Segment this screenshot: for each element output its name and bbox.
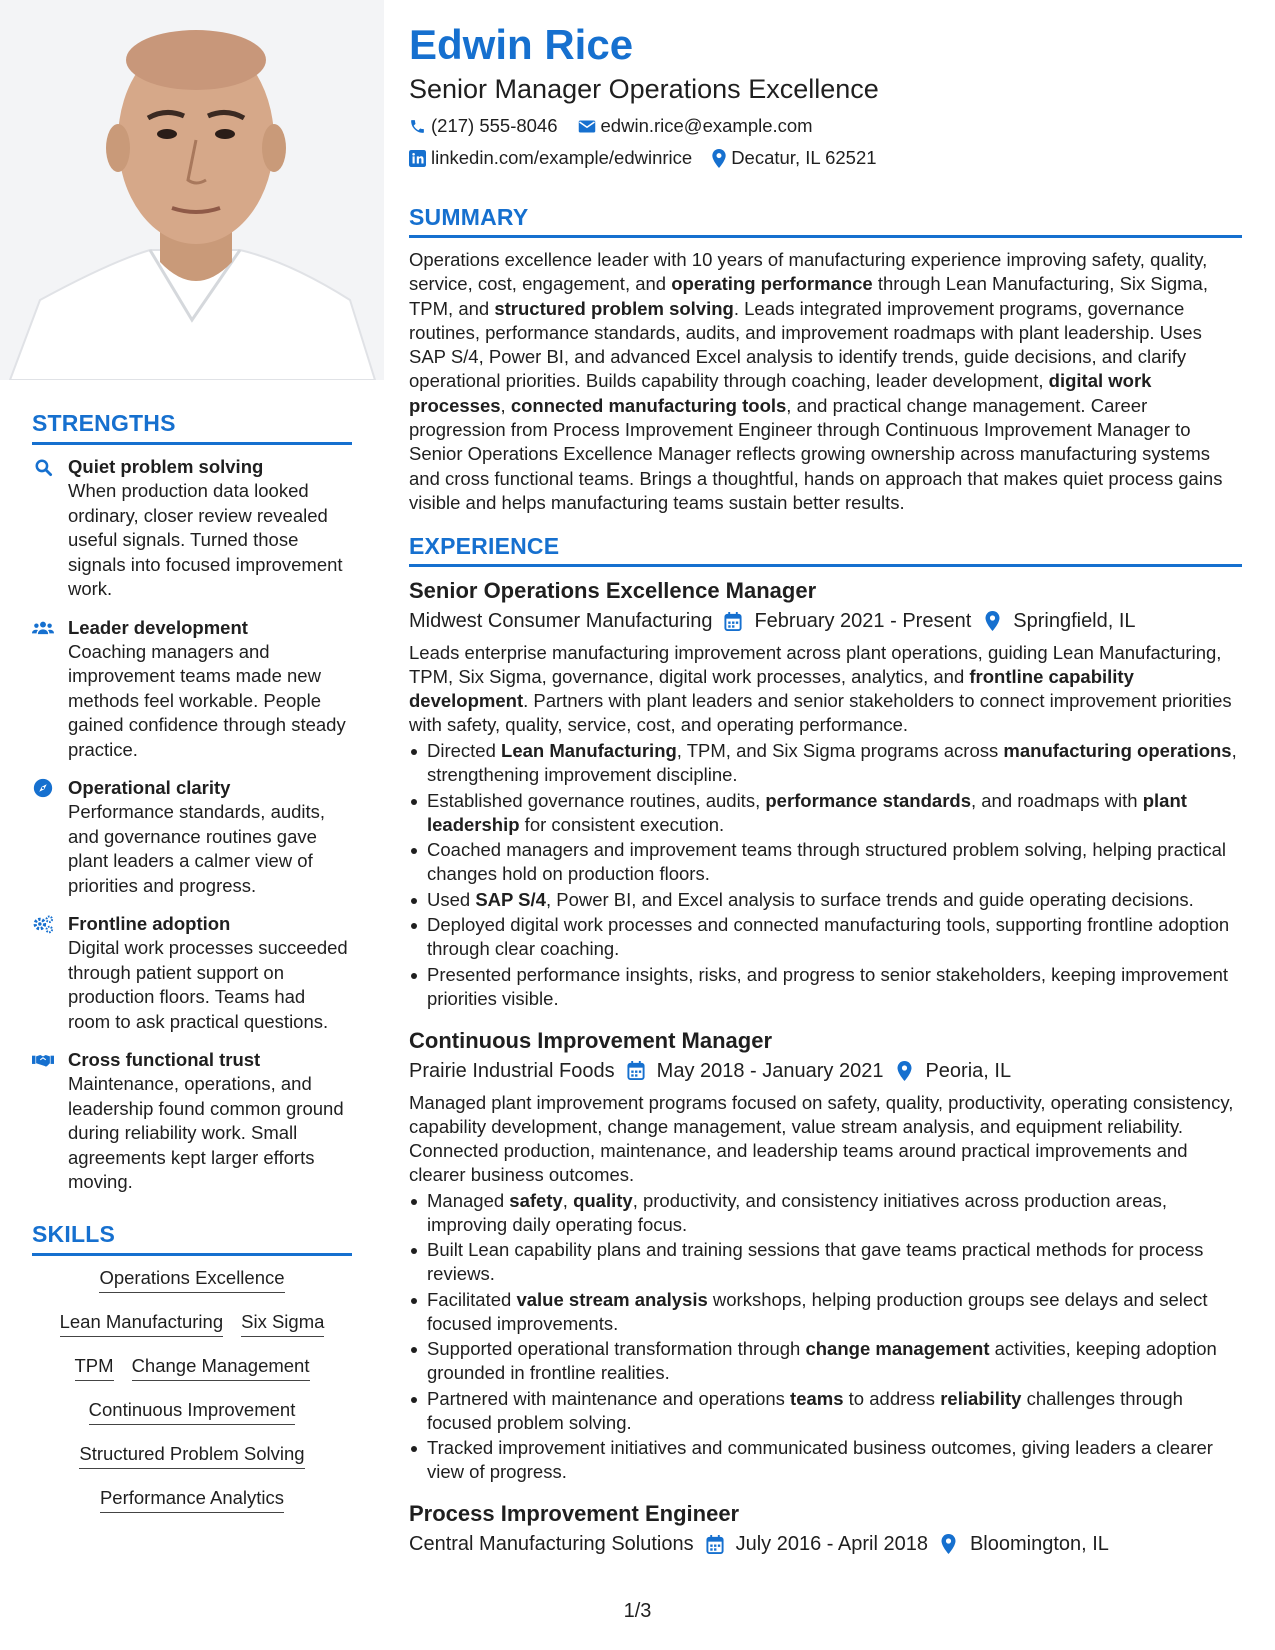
linkedin-icon — [409, 150, 426, 167]
text-part: , Power BI, and Excel analysis to surface trends and guide operating decisions. — [545, 888, 1194, 910]
experience-list — [409, 577, 1242, 1558]
text-part: Leads enterprise manufacturing improvement across plant operations, guiding Lean Manufacturing, TPM, Six Sigma, governance, digital work processes, analytics, and — [409, 642, 1222, 688]
job-company: Midwest Consumer Manufacturing — [409, 610, 713, 633]
text-part: Coached managers and improvement teams through structured problem solving, helping practical changes hold on production floors. — [427, 839, 1227, 885]
text-part: , and roadmaps with — [970, 789, 1143, 811]
contact-email[interactable] — [578, 114, 813, 138]
experience-heading: EXPERIENCE — [409, 533, 1242, 567]
strength-body — [68, 616, 352, 763]
handshake-icon — [32, 1048, 54, 1072]
job-entry — [409, 1027, 1242, 1485]
strength-text: Maintenance, operations, and leadership found common ground during reliability work. Small agreements kept larger efforts moving. — [68, 1073, 344, 1192]
users-icon — [32, 616, 54, 640]
job-role: Senior Operations Excellence Manager — [409, 578, 817, 604]
strength-item — [32, 912, 352, 1034]
text-part: Facilitated — [427, 1288, 517, 1310]
envelope-icon — [578, 119, 596, 134]
summary-part: Operations excellence leader with 10 years of manufacturing experience improving safety, quality, service, cost, engagement, and — [409, 249, 1208, 295]
skill-tag: Continuous Improvement — [89, 1398, 296, 1425]
text-part: to address — [843, 1387, 941, 1409]
text-part: Partnered with maintenance and operations — [427, 1387, 791, 1409]
bullet-item — [409, 739, 1242, 787]
skill-row — [60, 1310, 325, 1337]
text-part: Established governance routines, audits, — [427, 789, 766, 811]
text-part: Deployed digital work processes and connected manufacturing tools, supporting frontline adoption through clear coaching. — [427, 914, 1230, 960]
text-part: activities, keeping adoption grounded in frontline realities. — [427, 1338, 1217, 1384]
emphasis-text: plant leadership — [427, 789, 1187, 835]
summary-emphasis: operating performance — [671, 273, 873, 295]
map-pin-icon — [938, 1534, 960, 1554]
summary-emphasis: connected manufacturing tools — [510, 394, 787, 416]
job-company: Prairie Industrial Foods — [409, 1059, 615, 1082]
strength-body — [68, 776, 352, 898]
skill-row — [75, 1354, 310, 1381]
strength-title: Cross functional trust — [68, 1049, 261, 1070]
strength-title: Quiet problem solving — [68, 456, 264, 477]
bullet-item — [409, 963, 1242, 1011]
text-part: Used — [427, 888, 476, 910]
job-meta — [409, 1530, 1242, 1558]
map-pin-icon — [712, 149, 726, 168]
summary-part: , and practical change management. Career progression from Process Improvement Engineer through Continuous Improvement Manager to Senior Operations Excellence Manager reflects growing ownership across manufacturing systems and cross functional teams. Brings a thoughtful, hands on approach that makes quiet process gains visible and helps manufacturing teams sustain better results. — [409, 394, 1223, 513]
strength-text: Performance standards, audits, and governance routines gave plant leaders a calmer view of priorities and progress. — [68, 801, 326, 896]
strength-body — [68, 1048, 352, 1195]
job-entry — [409, 577, 1242, 1011]
strength-title: Leader development — [68, 616, 248, 638]
emphasis-text: change management — [805, 1338, 990, 1360]
strength-text: Digital work processes succeeded through patient support on production floors. Teams had room to ask practical questions. — [68, 937, 348, 1032]
skill-tag: Operations Excellence — [99, 1266, 284, 1293]
text-part: Directed — [427, 740, 502, 762]
strength-item — [32, 455, 352, 602]
profile-photo — [0, 0, 384, 380]
contact-location — [712, 146, 876, 170]
job-role: Process Improvement Engineer — [409, 1501, 740, 1527]
bullet-item — [409, 1189, 1242, 1237]
job-company: Central Manufacturing Solutions — [409, 1533, 694, 1556]
emphasis-text: performance standards — [765, 789, 971, 811]
strength-body — [68, 455, 352, 602]
strengths-list — [32, 455, 352, 1195]
bullet-item — [409, 838, 1242, 886]
skill-tag: TPM — [75, 1354, 114, 1381]
skill-row — [79, 1442, 304, 1469]
text-part: Managed — [427, 1189, 510, 1211]
text-part: challenges through focused problem solving. — [427, 1387, 1183, 1433]
skill-tag: Lean Manufacturing — [60, 1310, 224, 1337]
contact-row-2 — [409, 146, 1242, 170]
summary-emphasis: structured problem solving — [494, 297, 734, 319]
strength-title: Frontline adoption — [68, 913, 231, 934]
job-location: Bloomington, IL — [969, 1533, 1109, 1556]
map-pin-icon — [981, 611, 1003, 631]
summary-emphasis: digital work processes — [409, 370, 1152, 416]
job-dates: May 2018 - January 2021 — [656, 1059, 884, 1082]
skill-tag: Change Management — [132, 1354, 310, 1381]
bullet-item — [409, 1337, 1242, 1385]
skill-tag: Structured Problem Solving — [79, 1442, 304, 1469]
location-text: Decatur, IL 62521 — [731, 147, 877, 168]
text-part: for consistent execution. — [519, 813, 725, 835]
emphasis-text: safety — [509, 1189, 563, 1211]
strength-item — [32, 1048, 352, 1195]
calendar-icon — [722, 612, 744, 631]
summary-text — [409, 248, 1242, 515]
job-location: Springfield, IL — [1013, 610, 1136, 633]
compass-icon — [32, 776, 54, 800]
phone-text: (217) 555-8046 — [431, 115, 558, 136]
emphasis-text: teams — [790, 1387, 844, 1409]
text-part: , — [562, 1189, 574, 1211]
emphasis-text: reliability — [940, 1387, 1022, 1409]
contact-row-1 — [409, 114, 1242, 138]
skill-row — [89, 1398, 296, 1425]
text-part: , productivity, and consistency initiatives across production areas, improving daily operating focus. — [427, 1189, 1168, 1235]
strength-body — [68, 912, 352, 1034]
strength-text: Coaching managers and improvement teams made new methods feel workable. People gained confidence through steady practice. — [68, 640, 346, 760]
job-dates: February 2021 - Present — [754, 610, 972, 633]
text-part: Tracked improvement initiatives and communicated business outcomes, giving leaders a clearer view of progress. — [427, 1437, 1213, 1483]
emphasis-text: frontline capability development — [409, 666, 1134, 712]
job-bullets — [409, 1189, 1242, 1485]
email-text: edwin.rice@example.com — [600, 115, 813, 136]
text-part: Built Lean capability plans and training sessions that gave teams practical methods for process reviews. — [427, 1239, 1204, 1285]
job-role: Continuous Improvement Manager — [409, 1027, 773, 1053]
main-column — [409, 22, 1242, 1574]
text-part: . Partners with plant leaders and senior stakeholders to connect improvement priorities with safety, quality, service, cost, and operating performance. — [409, 690, 1232, 736]
bullet-item — [409, 1387, 1242, 1435]
text-part: , TPM, and Six Sigma programs across — [676, 740, 1004, 762]
strength-title: Operational clarity — [68, 777, 231, 798]
strength-text: When production data looked ordinary, closer review revealed useful signals. Turned those signals into focused improvement work. — [68, 480, 343, 599]
bullet-item — [409, 1238, 1242, 1286]
job-meta — [409, 1057, 1242, 1085]
skills-list — [32, 1266, 352, 1530]
gears-icon — [32, 912, 54, 936]
calendar-icon — [704, 1535, 726, 1554]
emphasis-text: Lean Manufacturing — [501, 740, 677, 762]
emphasis-text: manufacturing operations — [1003, 740, 1232, 762]
calendar-icon — [625, 1061, 647, 1080]
candidate-title: Senior Manager Operations Excellence — [409, 74, 879, 104]
candidate-name: Edwin Rice — [409, 21, 634, 68]
contact-phone[interactable] — [409, 114, 558, 138]
text-part: workshops, helping production groups see delays and select focused improvements. — [427, 1288, 1208, 1334]
emphasis-text: quality — [573, 1189, 633, 1211]
page-number: 1/3 — [623, 1600, 652, 1622]
emphasis-text: SAP S/4 — [475, 888, 546, 910]
job-description — [409, 641, 1242, 737]
skill-tag: Six Sigma — [241, 1310, 324, 1337]
text-part: Managed plant improvement programs focused on safety, quality, productivity, operating consistency, capability development, change management, value stream analysis, and equipment reliability. Connected production, maintenance, and leadership teams around practical improvements and clearer business outcomes. — [409, 1091, 1234, 1185]
bullet-item — [409, 913, 1242, 961]
search-icon — [32, 455, 54, 479]
strength-item — [32, 776, 352, 898]
job-entry — [409, 1500, 1242, 1558]
summary-heading: SUMMARY — [409, 204, 1242, 238]
job-dates: July 2016 - April 2018 — [735, 1533, 928, 1556]
job-bullets — [409, 739, 1242, 1011]
skill-row — [99, 1266, 284, 1293]
contact-linkedin[interactable] — [409, 146, 692, 170]
job-location: Peoria, IL — [925, 1059, 1012, 1082]
text-part: Supported operational transformation through — [427, 1338, 806, 1360]
skill-row — [100, 1486, 284, 1513]
summary-part: . Leads integrated improvement programs, governance routines, performance standards, audits, and improvement roadmaps with plant leadership. Uses SAP S/4, Power BI, and advanced Excel analysis to identify trends, guide decisions, and clarify operational priorities. Builds capability through coaching, leader development, — [409, 297, 1202, 392]
phone-icon — [409, 118, 426, 135]
strengths-heading: STRENGTHS — [32, 410, 352, 445]
strength-item — [32, 616, 352, 763]
job-meta — [409, 607, 1242, 635]
text-part: , strengthening improvement discipline. — [427, 740, 1237, 786]
summary-part: , — [500, 394, 511, 416]
bullet-item — [409, 789, 1242, 837]
map-pin-icon — [893, 1061, 915, 1081]
linkedin-text: linkedin.com/example/edwinrice — [431, 147, 693, 168]
skill-tag: Performance Analytics — [100, 1486, 284, 1513]
summary-part: through Lean Manufacturing, Six Sigma, TPM, and — [409, 273, 1208, 319]
text-part: Presented performance insights, risks, and progress to senior stakeholders, keeping improvement priorities visible. — [427, 963, 1229, 1009]
job-description — [409, 1091, 1242, 1187]
skills-heading: SKILLS — [32, 1221, 352, 1256]
sidebar — [32, 410, 352, 1530]
bullet-item — [409, 1436, 1242, 1484]
bullet-item — [409, 888, 1242, 912]
emphasis-text: value stream analysis — [516, 1288, 708, 1310]
bullet-item — [409, 1288, 1242, 1336]
